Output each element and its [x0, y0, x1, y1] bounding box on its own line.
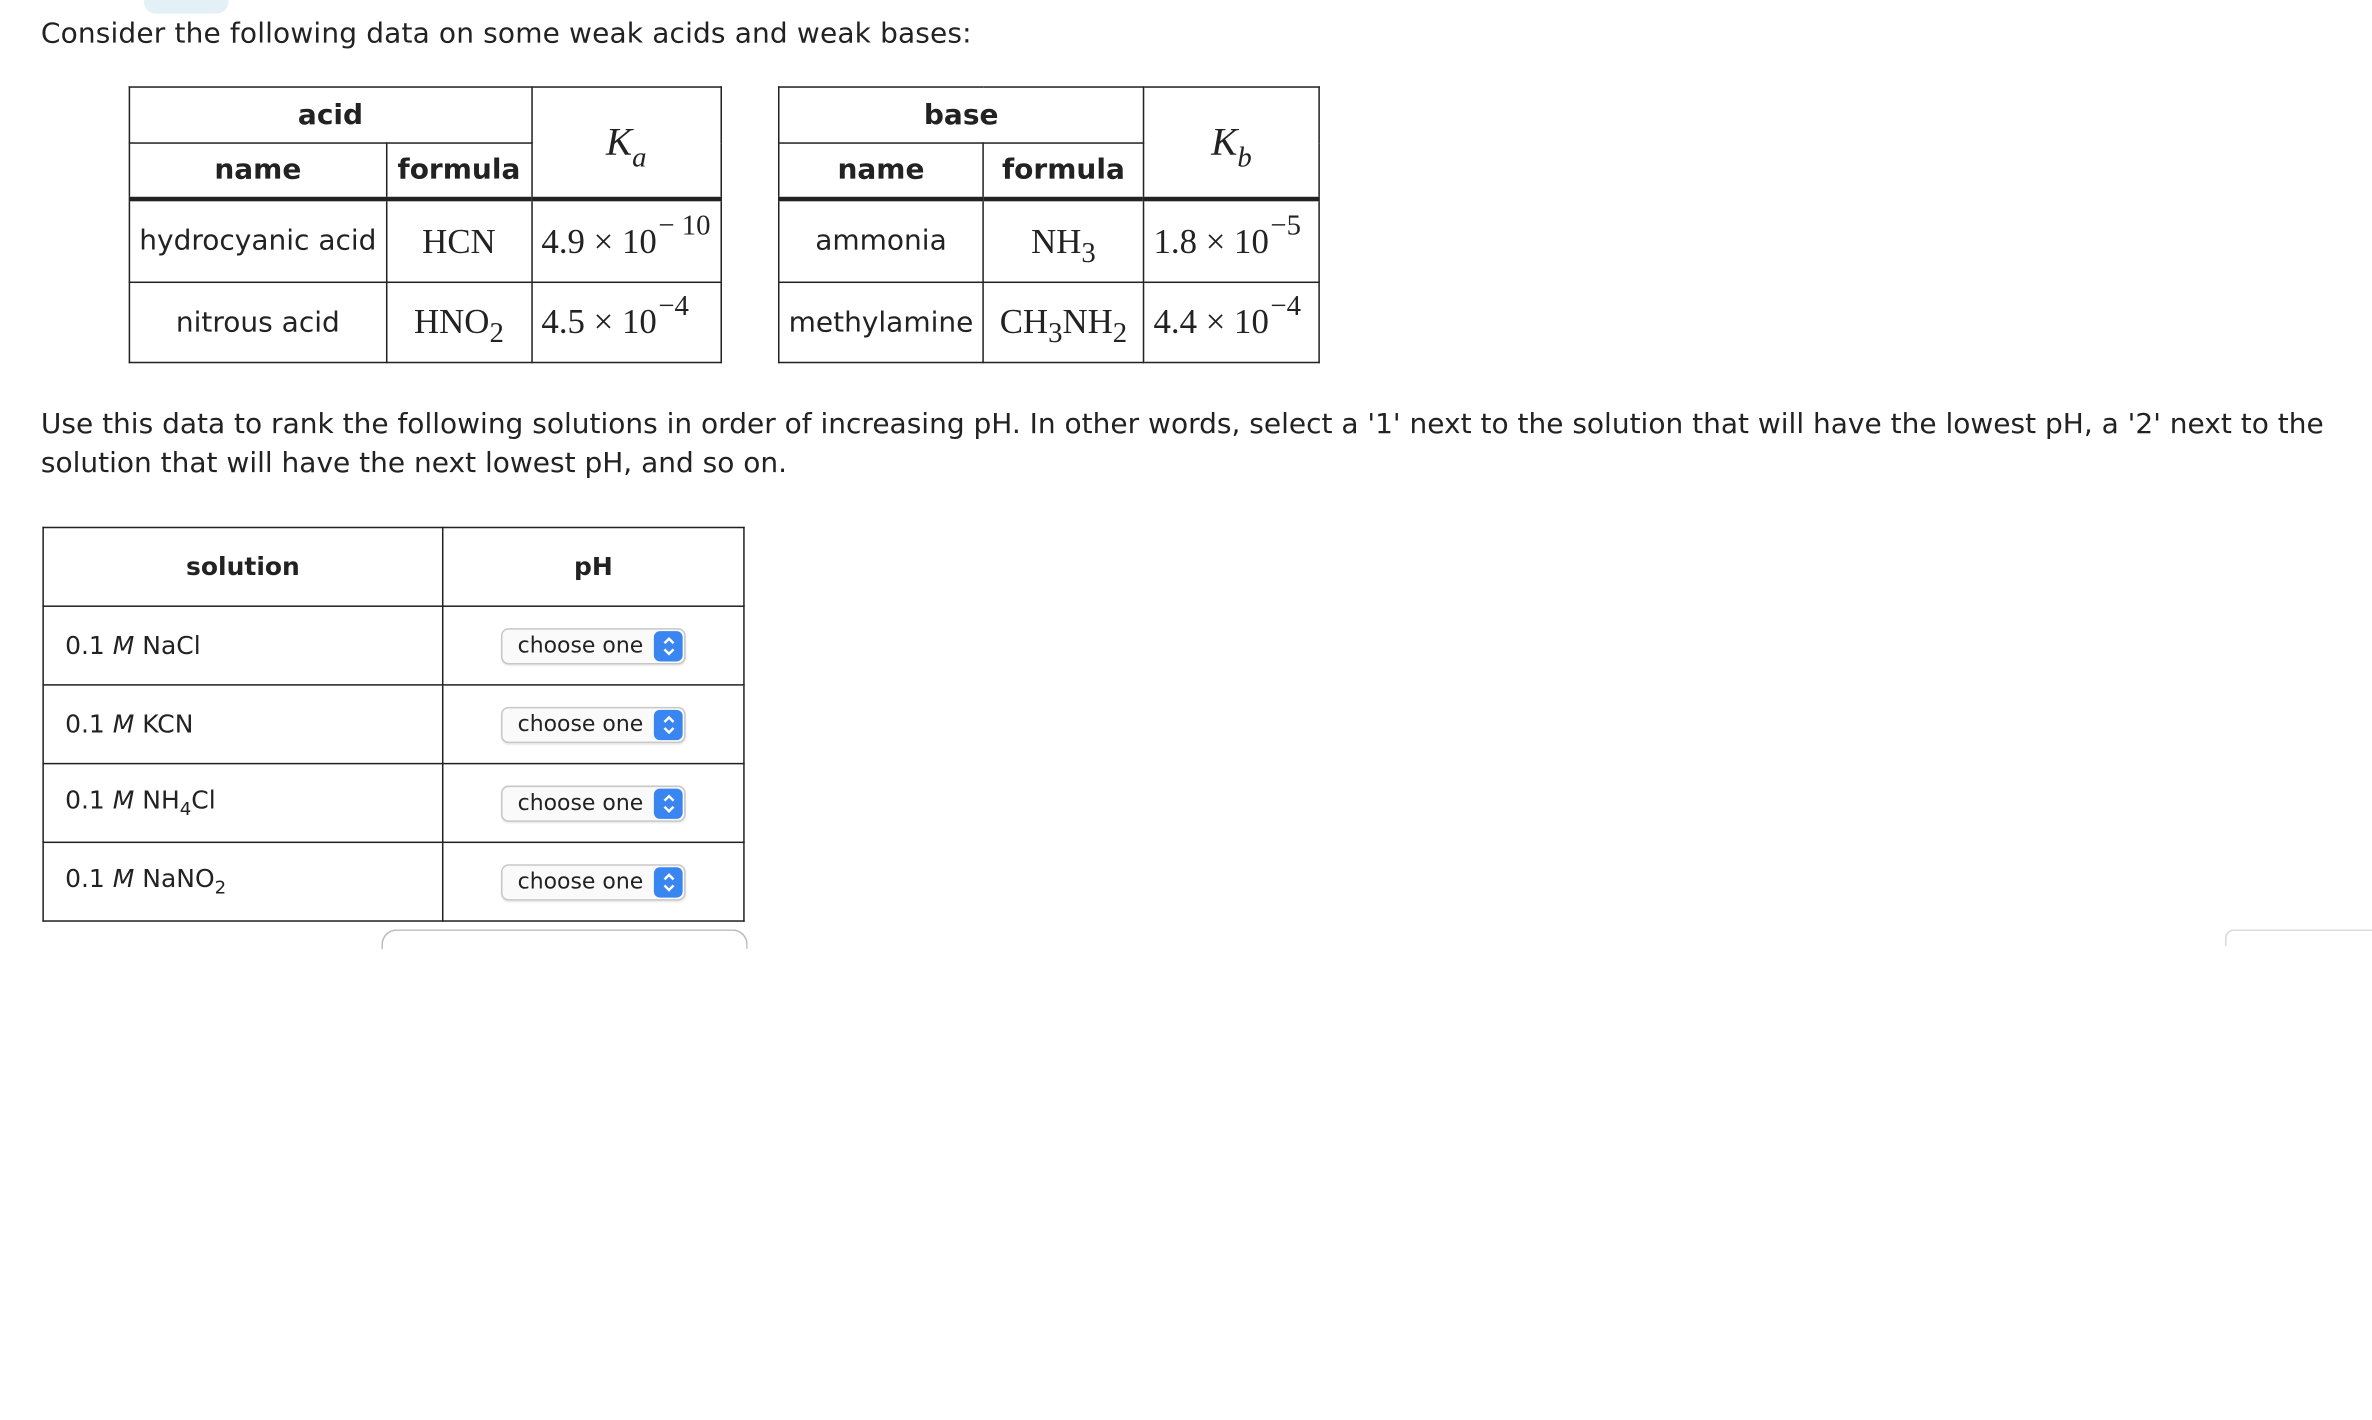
base-formula: $CH_3NH_2$ [983, 282, 1143, 362]
acid-ka-value: $4.9 \times 10^{- 10}$ [532, 199, 721, 282]
ph-rank-select[interactable]: choose one [501, 864, 686, 900]
acid-name: nitrous acid [129, 282, 386, 362]
ph-header: pH [443, 527, 744, 606]
select-chevron-icon [654, 630, 683, 660]
ph-ranking-table [42, 527, 744, 922]
solution-row [43, 685, 744, 764]
solution-label: 0.1 M NaCl [43, 606, 443, 685]
base-table [778, 86, 1320, 363]
solution-label: 0.1 M KCN [43, 685, 443, 764]
ph-rank-select[interactable]: choose one [501, 706, 686, 742]
solution-label: 0.1 M $NH_4Cl$ [43, 764, 443, 843]
acid-ka-value: $4.5 \times 10^{-4}$ [532, 282, 721, 362]
base-name-header: name [779, 143, 983, 199]
base-row [779, 282, 1319, 362]
base-row [779, 199, 1319, 282]
tab-stub[interactable] [144, 0, 229, 14]
base-group-header: base [779, 87, 1144, 143]
solution-label: 0.1 M NaNO$_2$ [43, 842, 443, 921]
intro-text: Consider the following data on some weak acids and weak bases: [40, 18, 972, 50]
select-chevron-icon [654, 709, 683, 739]
acid-formula: HCN [386, 199, 531, 282]
instructions-text: Use this data to rank the following solutions in order of increasing pH. In other words, select a '1' next to the solution that will have the lowest pH, a '2' next to the solution that will have the next lowest pH, and so on. [40, 408, 2324, 480]
solution-row [43, 764, 744, 843]
acid-row [129, 199, 720, 282]
base-name: methylamine [779, 282, 983, 362]
acid-formula: $HNO_2$ [386, 282, 531, 362]
solution-row [43, 842, 744, 921]
base-formula: $NH_3$ [983, 199, 1143, 282]
ph-rank-select[interactable]: choose one [501, 627, 686, 663]
bottom-panel-edge [381, 929, 747, 949]
acid-formula-header: formula [386, 143, 531, 199]
base-kb-value: $1.8 \times 10^{-5}$ [1144, 199, 1320, 282]
solution-row [43, 606, 744, 685]
solution-header: solution [43, 527, 443, 606]
acid-group-header: acid [129, 87, 531, 143]
select-chevron-icon [654, 867, 683, 897]
acid-name-header: name [129, 143, 386, 199]
ka-header: $K_a$ [532, 87, 721, 199]
acid-table [129, 86, 722, 363]
kb-header: $K_b$ [1144, 87, 1320, 199]
select-chevron-icon [654, 788, 683, 818]
base-formula-header: formula [983, 143, 1143, 199]
acid-name: hydrocyanic acid [129, 199, 386, 282]
ph-rank-select[interactable]: choose one [501, 785, 686, 821]
base-kb-value: $4.4 \times 10^{-4}$ [1144, 282, 1320, 362]
base-name: ammonia [779, 199, 983, 282]
acid-row [129, 282, 720, 362]
